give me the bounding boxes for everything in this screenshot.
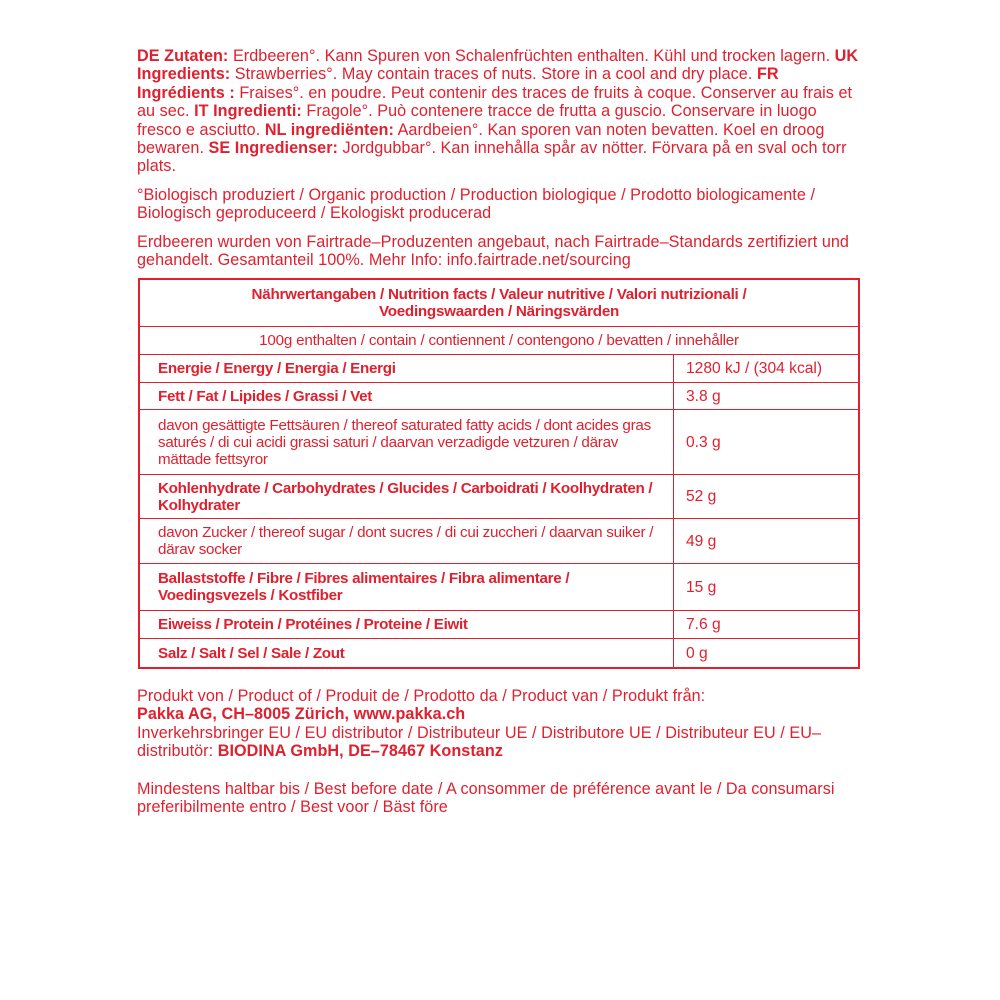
nutrition-title-line2: Voedingswaarden / Näringsvärden xyxy=(378,303,620,321)
ingredients-de-text: Erdbeeren°. Kann Spuren von Schalenfrüchten enthalten. Kühl und trocken lagern. xyxy=(228,47,835,65)
nutrition-title xyxy=(139,279,859,327)
nutrition-row-carbohydrates xyxy=(139,475,859,519)
nutrition-row-sugar xyxy=(139,519,859,564)
nutrition-row-protein xyxy=(139,611,859,639)
ingredients-it-label: IT Ingredienti: xyxy=(194,102,302,121)
nutrition-value-sugar: 49 g xyxy=(674,519,860,564)
ingredients-se-text: Jordgubbar°. Kan innehålla spår av nötter. Förvara på en sval och torr plats. xyxy=(137,139,847,176)
nutrition-label-protein: Eiweiss / Protein / Protéines / Proteine / Eiwit xyxy=(139,611,674,639)
nutrition-row-fibre xyxy=(139,564,859,611)
nutrition-per-100g: 100g enthalten / contain / contiennent / contengono / bevatten / innehåller xyxy=(139,327,859,355)
nutrition-value-salt: 0 g xyxy=(674,639,860,668)
producer-label: Produkt von / Product of / Produit de / Prodotto da / Product van / Produkt från: xyxy=(137,686,706,705)
ingredients-it-text: Fragole°. Può contenere tracce de frutta a guscio. Conservare in luogo fresco e asciutto. xyxy=(137,102,817,139)
nutrition-label-fat: Fett / Fat / Lipides / Grassi / Vet xyxy=(139,383,674,410)
fairtrade-note: Erdbeeren wurden von Fairtrade–Produzenten angebaut, nach Fairtrade–Standards zertifiziert und gehandelt. Gesamtanteil 100%. Mehr Info: info.fairtrade.net/sourcing xyxy=(137,232,849,270)
nutrition-value-protein: 7.6 g xyxy=(674,611,860,639)
distributor-name: BIODINA GmbH, DE–78467 Konstanz xyxy=(217,742,503,761)
label-text-block xyxy=(137,47,865,816)
ingredients-de-label: DE Zutaten: xyxy=(137,47,229,65)
producer-name: Pakka AG, CH–8005 Zürich, www.pakka.ch xyxy=(137,705,466,724)
nutrition-value-energy: 1280 kJ / (304 kcal) xyxy=(674,355,860,383)
ingredients-se-label: SE Ingredienser: xyxy=(208,139,338,158)
nutrition-row-energy xyxy=(139,355,859,383)
ingredients-uk-text: Strawberries°. May contain traces of nuts. Store in a cool and dry place. xyxy=(230,65,757,84)
ingredients-paragraph xyxy=(137,47,865,176)
producer-paragraph xyxy=(137,687,865,761)
nutrition-per-100g-row xyxy=(139,327,859,355)
nutrition-table xyxy=(138,278,860,669)
organic-note: °Biologisch produziert / Organic production / Production biologique / Prodotto biologicamente / Biologisch geproduceerd / Ekologiskt producerad xyxy=(137,185,816,223)
nutrition-label-fibre: Ballaststoffe / Fibre / Fibres alimentaires / Fibra alimentare / Voedingsvezels / Kostfiber xyxy=(139,564,674,611)
nutrition-value-saturated-fat: 0.3 g xyxy=(674,410,860,475)
nutrition-value-carbohydrates: 52 g xyxy=(674,475,860,519)
nutrition-label-energy: Energie / Energy / Energia / Energi xyxy=(139,355,674,383)
ingredients-fr-label: FR Ingrédients : xyxy=(137,65,779,102)
nutrition-row-fat xyxy=(139,383,859,410)
ingredients-nl-label: NL ingrediënten: xyxy=(264,120,394,139)
nutrition-title-line1: Nährwertangaben / Nutrition facts / Valeur nutritive / Valori nutrizionali / xyxy=(251,286,747,304)
ingredients-uk-label: UK Ingredients: xyxy=(137,47,859,84)
nutrition-label-salt: Salz / Salt / Sel / Sale / Zout xyxy=(139,639,674,668)
nutrition-row-saturated-fat xyxy=(139,410,859,475)
nutrition-title-row xyxy=(139,279,859,327)
nutrition-value-fat: 3.8 g xyxy=(674,383,860,410)
ingredients-nl-text: Aardbeien°. Kan sporen van noten bevatten. Koel en droog bewaren. xyxy=(137,120,825,158)
nutrition-label-sugar: davon Zucker / thereof sugar / dont sucres / di cui zuccheri / daarvan suiker / därav socker xyxy=(139,519,674,564)
distributor-label: Inverkehrsbringer EU / EU distributor / Distributeur UE / Distributore UE / Distributeur EU / EU–distributör: xyxy=(137,723,822,761)
nutrition-label-saturated-fat: davon gesättigte Fettsäuren / thereof saturated fatty acids / dont acides gras saturés / di cui acidi grassi saturi / daarvan verzadigde vetzuren / därav mättade fettsyror xyxy=(139,410,674,475)
nutrition-value-fibre: 15 g xyxy=(674,564,860,611)
best-before-note: Mindestens haltbar bis / Best before date / A consommer de préférence avant le / Da consumarsi preferibilmente entro / Best voor / Bäst före xyxy=(137,779,835,816)
nutrition-row-salt xyxy=(139,639,859,668)
ingredients-fr-text: Fraises°. en poudre. Peut contenir des traces de fruits à coque. Conserver au frais et au sec. xyxy=(137,83,853,121)
nutrition-label-carbohydrates: Kohlenhydrate / Carbohydrates / Glucides / Carboidrati / Koolhydraten / Kolhydrater xyxy=(139,475,674,519)
